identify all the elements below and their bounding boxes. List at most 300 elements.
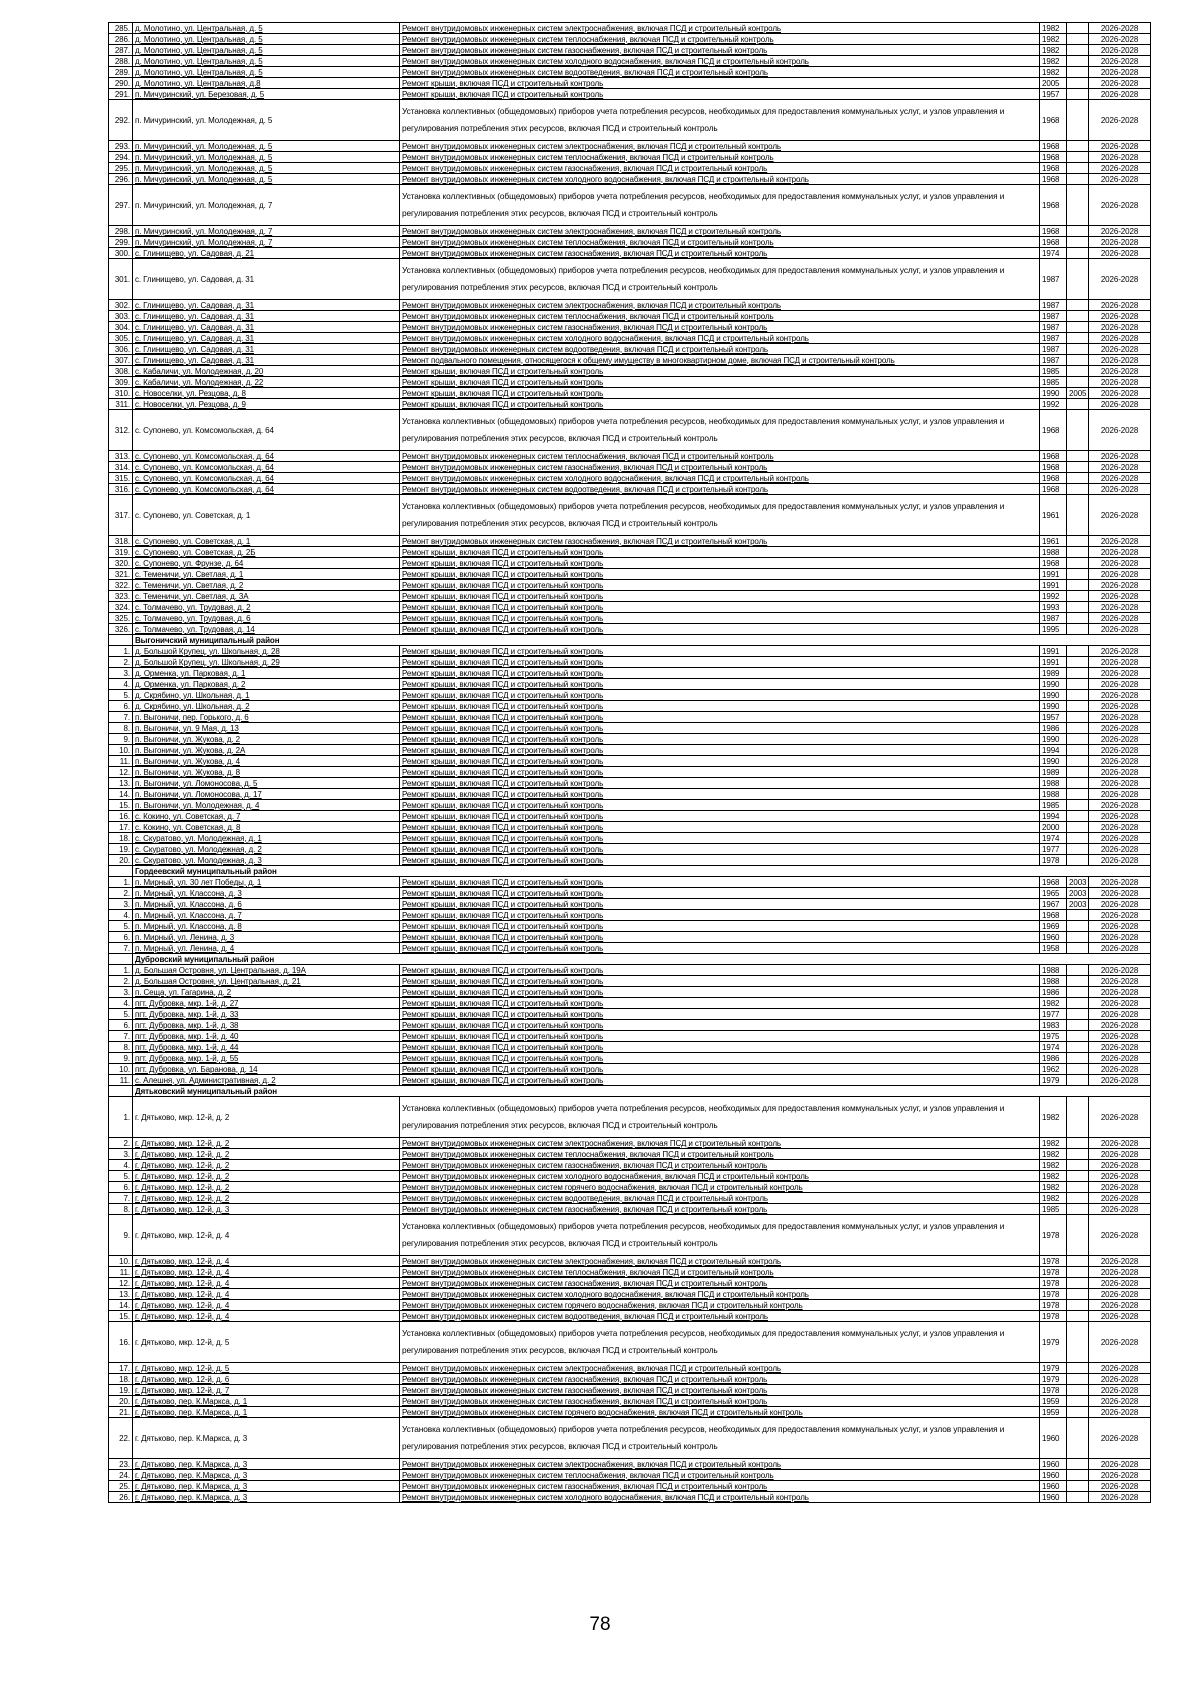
row-number-cell: 12. (109, 1278, 133, 1289)
year-built-cell: 1968 (1040, 100, 1067, 141)
year-overhaul-cell (1067, 300, 1089, 311)
table-row (109, 355, 1151, 366)
row-number-cell: 19. (109, 844, 133, 855)
table-row (109, 1492, 1151, 1503)
year-overhaul-cell: 2003 (1067, 888, 1089, 899)
planned-period-cell: 2026-2028 (1089, 998, 1151, 1009)
work-type-cell: Ремонт крыши, включая ПСД и строительный контроль (400, 943, 1040, 954)
table-row (109, 141, 1151, 152)
table-row (109, 910, 1151, 921)
year-built-cell: 1968 (1040, 141, 1067, 152)
row-number-cell: 289. (109, 67, 133, 78)
planned-period-cell: 2026-2028 (1089, 844, 1151, 855)
address-cell: с. Скуратово, ул. Молодежная, д. 2 (133, 844, 400, 855)
planned-period-cell: 2026-2028 (1089, 34, 1151, 45)
year-overhaul-cell (1067, 1418, 1089, 1459)
year-built-cell: 1979 (1040, 1374, 1067, 1385)
year-built-cell: 1990 (1040, 701, 1067, 712)
year-overhaul-cell (1067, 1064, 1089, 1075)
row-number-cell: 16. (109, 811, 133, 822)
row-number-cell: 314. (109, 462, 133, 473)
year-built-cell: 1967 (1040, 899, 1067, 910)
planned-period-cell: 2026-2028 (1089, 1009, 1151, 1020)
year-built-cell: 1961 (1040, 495, 1067, 536)
table-row (109, 833, 1151, 844)
year-built-cell: 1974 (1040, 248, 1067, 259)
address-cell: п. Мичуринский, ул. Молодежная, д. 7 (133, 226, 400, 237)
planned-period-cell: 2026-2028 (1089, 399, 1151, 410)
work-type-cell: Установка коллективных (общедомовых) приборов учета потребления ресурсов, необходимых для предоставления коммунальных услуг, и узлов управления и регулирования потребления этих ресурсов, включая ПСД и строительный контроль (400, 259, 1040, 300)
address-cell: с. Новоселки, ул. Резцова, д. 8 (133, 388, 400, 399)
year-overhaul-cell (1067, 1322, 1089, 1363)
row-number-cell: 20. (109, 1396, 133, 1407)
work-type-cell: Ремонт внутридомовых инженерных систем электроснабжения, включая ПСД и строительный контроль (400, 1138, 1040, 1149)
work-type-cell: Ремонт крыши, включая ПСД и строительный контроль (400, 89, 1040, 100)
planned-period-cell: 2026-2028 (1089, 1256, 1151, 1267)
work-type-cell: Ремонт внутридомовых инженерных систем горячего водоснабжения, включая ПСД и строительный контроль (400, 1300, 1040, 1311)
year-built-cell: 1968 (1040, 185, 1067, 226)
year-overhaul-cell (1067, 998, 1089, 1009)
work-type-cell: Установка коллективных (общедомовых) приборов учета потребления ресурсов, необходимых для предоставления коммунальных услуг, и узлов управления и регулирования потребления этих ресурсов, включая ПСД и строительный контроль (400, 1418, 1040, 1459)
year-overhaul-cell (1067, 844, 1089, 855)
table-row (109, 152, 1151, 163)
address-cell: пгт. Дубровка, мкр. 1-й, д. 44 (133, 1042, 400, 1053)
work-type-cell: Ремонт крыши, включая ПСД и строительный контроль (400, 624, 1040, 635)
year-overhaul-cell (1067, 67, 1089, 78)
planned-period-cell: 2026-2028 (1089, 701, 1151, 712)
address-cell: г. Дятьково, мкр. 12-й, д. 2 (133, 1149, 400, 1160)
address-cell: г. Дятьково, мкр. 12-й, д. 4 (133, 1300, 400, 1311)
address-cell: с. Теменичи, ул. Светлая, д. 1 (133, 569, 400, 580)
work-type-cell: Ремонт крыши, включая ПСД и строительный контроль (400, 580, 1040, 591)
table-row (109, 701, 1151, 712)
year-built-cell: 1979 (1040, 1322, 1067, 1363)
row-number-cell: 8. (109, 1042, 133, 1053)
work-type-cell: Ремонт внутридомовых инженерных систем теплоснабжения, включая ПСД и строительный контроль (400, 1470, 1040, 1481)
year-built-cell: 1995 (1040, 624, 1067, 635)
year-built-cell: 1957 (1040, 89, 1067, 100)
work-type-cell: Ремонт внутридомовых инженерных систем водоотведения, включая ПСД и строительный контроль (400, 1311, 1040, 1322)
row-number-cell: 325. (109, 613, 133, 624)
year-overhaul-cell (1067, 778, 1089, 789)
planned-period-cell: 2026-2028 (1089, 174, 1151, 185)
year-built-cell: 1977 (1040, 844, 1067, 855)
row-number-cell: 310. (109, 388, 133, 399)
address-cell: п. Мичуринский, ул. Молодежная, д. 5 (133, 152, 400, 163)
year-built-cell: 1982 (1040, 1138, 1067, 1149)
planned-period-cell: 2026-2028 (1089, 45, 1151, 56)
row-number-cell: 313. (109, 451, 133, 462)
table-row (109, 800, 1151, 811)
year-overhaul-cell (1067, 1385, 1089, 1396)
page-number: 78 (589, 1614, 611, 1635)
year-overhaul-cell (1067, 1278, 1089, 1289)
year-overhaul-cell (1067, 1009, 1089, 1020)
table-row (109, 965, 1151, 976)
planned-period-cell: 2026-2028 (1089, 613, 1151, 624)
work-type-cell: Ремонт крыши, включая ПСД и строительный контроль (400, 778, 1040, 789)
work-type-cell: Ремонт внутридомовых инженерных систем электроснабжения, включая ПСД и строительный контроль (400, 300, 1040, 311)
year-overhaul-cell (1067, 473, 1089, 484)
row-number-cell: 7. (109, 1031, 133, 1042)
year-built-cell: 1994 (1040, 745, 1067, 756)
planned-period-cell: 2026-2028 (1089, 1149, 1151, 1160)
address-cell: п. Мирный, ул. Классона, д. 7 (133, 910, 400, 921)
year-overhaul-cell (1067, 1182, 1089, 1193)
work-type-cell: Ремонт внутридомовых инженерных систем теплоснабжения, включая ПСД и строительный контроль (400, 152, 1040, 163)
row-number-cell: 4. (109, 1160, 133, 1171)
year-built-cell: 1979 (1040, 1075, 1067, 1086)
address-cell: п. Выгоничи, ул. Жукова, д. 2А (133, 745, 400, 756)
year-built-cell: 1987 (1040, 355, 1067, 366)
year-overhaul-cell (1067, 734, 1089, 745)
section-spacer-cell (109, 635, 133, 646)
year-overhaul-cell (1067, 943, 1089, 954)
year-built-cell: 1991 (1040, 646, 1067, 657)
row-number-cell: 8. (109, 723, 133, 734)
work-type-cell: Ремонт внутридомовых инженерных систем холодного водоснабжения, включая ПСД и строительный контроль (400, 1289, 1040, 1300)
table-row (109, 1138, 1151, 1149)
address-cell: п. Выгоничи, ул. Жукова, д. 4 (133, 756, 400, 767)
row-number-cell: 315. (109, 473, 133, 484)
planned-period-cell: 2026-2028 (1089, 888, 1151, 899)
row-number-cell: 8. (109, 1204, 133, 1215)
year-built-cell: 1982 (1040, 45, 1067, 56)
table-row (109, 388, 1151, 399)
work-type-cell: Ремонт внутридомовых инженерных систем теплоснабжения, включая ПСД и строительный контроль (400, 311, 1040, 322)
address-cell: п. Выгоничи, ул. Ломоносова, д. 5 (133, 778, 400, 789)
planned-period-cell: 2026-2028 (1089, 152, 1151, 163)
row-number-cell: 309. (109, 377, 133, 388)
address-cell: п. Мичуринский, ул. Молодежная, д. 5 (133, 163, 400, 174)
row-number-cell: 285. (109, 23, 133, 34)
address-cell: д. Молотино, ул. Центральная, д.8 (133, 78, 400, 89)
year-overhaul-cell (1067, 712, 1089, 723)
row-number-cell: 286. (109, 34, 133, 45)
work-type-cell: Ремонт крыши, включая ПСД и строительный контроль (400, 789, 1040, 800)
table-row (109, 1097, 1151, 1138)
address-cell: с. Кабаличи, ул. Молодежная, д. 22 (133, 377, 400, 388)
row-number-cell: 322. (109, 580, 133, 591)
address-cell: с. Супонево, ул. Комсомольская, д. 64 (133, 410, 400, 451)
planned-period-cell: 2026-2028 (1089, 1363, 1151, 1374)
planned-period-cell: 2026-2028 (1089, 602, 1151, 613)
year-built-cell: 1990 (1040, 679, 1067, 690)
row-number-cell: 3. (109, 987, 133, 998)
table-row (109, 569, 1151, 580)
row-number-cell: 295. (109, 163, 133, 174)
address-cell: с. Супонево, ул. Советская, д. 1 (133, 495, 400, 536)
planned-period-cell: 2026-2028 (1089, 67, 1151, 78)
year-built-cell: 1978 (1040, 1385, 1067, 1396)
row-number-cell: 9. (109, 1053, 133, 1064)
year-built-cell: 1968 (1040, 462, 1067, 473)
year-overhaul-cell (1067, 1363, 1089, 1374)
row-number-cell: 13. (109, 778, 133, 789)
year-overhaul-cell (1067, 1020, 1089, 1031)
table-row (109, 399, 1151, 410)
table-row (109, 89, 1151, 100)
work-type-cell: Ремонт внутридомовых инженерных систем газоснабжения, включая ПСД и строительный контроль (400, 1160, 1040, 1171)
year-built-cell: 1960 (1040, 1481, 1067, 1492)
table-row (109, 100, 1151, 141)
year-overhaul-cell (1067, 833, 1089, 844)
table-row (109, 657, 1151, 668)
work-type-cell: Ремонт крыши, включая ПСД и строительный контроль (400, 646, 1040, 657)
table-row (109, 34, 1151, 45)
table-row (109, 451, 1151, 462)
row-number-cell: 2. (109, 976, 133, 987)
year-built-cell: 1960 (1040, 1470, 1067, 1481)
address-cell: г. Дятьково, мкр. 12-й, д. 4 (133, 1267, 400, 1278)
planned-period-cell: 2026-2028 (1089, 495, 1151, 536)
table-row (109, 67, 1151, 78)
year-overhaul-cell (1067, 987, 1089, 998)
work-type-cell: Ремонт внутридомовых инженерных систем газоснабжения, включая ПСД и строительный контроль (400, 1481, 1040, 1492)
work-type-cell: Ремонт внутридомовых инженерных систем холодного водоснабжения, включая ПСД и строительный контроль (400, 333, 1040, 344)
table-row (109, 811, 1151, 822)
year-overhaul-cell (1067, 1311, 1089, 1322)
address-cell: п. Мирный, ул. 30 лет Победы, д. 1 (133, 877, 400, 888)
work-type-cell: Ремонт внутридомовых инженерных систем газоснабжения, включая ПСД и строительный контроль (400, 1385, 1040, 1396)
table-row (109, 1363, 1151, 1374)
table-row (109, 547, 1151, 558)
work-type-cell: Ремонт крыши, включая ПСД и строительный контроль (400, 1064, 1040, 1075)
address-cell: д. Молотино, ул. Центральная, д. 5 (133, 56, 400, 67)
year-built-cell: 1983 (1040, 1020, 1067, 1031)
row-number-cell: 10. (109, 745, 133, 756)
work-type-cell: Ремонт внутридомовых инженерных систем теплоснабжения, включая ПСД и строительный контроль (400, 451, 1040, 462)
table-row (109, 462, 1151, 473)
address-cell: п. Мичуринский, ул. Березовая, д. 5 (133, 89, 400, 100)
row-number-cell: 292. (109, 100, 133, 141)
address-cell: г. Дятьково, мкр. 12-й, д. 4 (133, 1278, 400, 1289)
work-type-cell: Ремонт крыши, включая ПСД и строительный контроль (400, 690, 1040, 701)
table-row (109, 987, 1151, 998)
row-number-cell: 18. (109, 833, 133, 844)
address-cell: с. Глинищево, ул. Садовая, д. 31 (133, 344, 400, 355)
planned-period-cell: 2026-2028 (1089, 547, 1151, 558)
planned-period-cell: 2026-2028 (1089, 462, 1151, 473)
work-type-cell: Ремонт крыши, включая ПСД и строительный контроль (400, 932, 1040, 943)
row-number-cell: 10. (109, 1064, 133, 1075)
work-type-cell: Ремонт внутридомовых инженерных систем теплоснабжения, включая ПСД и строительный контроль (400, 34, 1040, 45)
year-overhaul-cell (1067, 163, 1089, 174)
row-number-cell: 4. (109, 998, 133, 1009)
table-row (109, 613, 1151, 624)
work-type-cell: Установка коллективных (общедомовых) приборов учета потребления ресурсов, необходимых для предоставления коммунальных услуг, и узлов управления и регулирования потребления этих ресурсов, включая ПСД и строительный контроль (400, 1215, 1040, 1256)
year-overhaul-cell (1067, 141, 1089, 152)
year-overhaul-cell (1067, 767, 1089, 778)
year-overhaul-cell (1067, 1267, 1089, 1278)
address-cell: с. Скуратово, ул. Молодежная, д. 3 (133, 855, 400, 866)
row-number-cell: 287. (109, 45, 133, 56)
year-built-cell: 1986 (1040, 987, 1067, 998)
planned-period-cell: 2026-2028 (1089, 355, 1151, 366)
year-overhaul-cell (1067, 1289, 1089, 1300)
work-type-cell: Ремонт внутридомовых инженерных систем теплоснабжения, включая ПСД и строительный контроль (400, 1267, 1040, 1278)
row-number-cell: 318. (109, 536, 133, 547)
table-row (109, 23, 1151, 34)
row-number-cell: 11. (109, 1267, 133, 1278)
year-built-cell: 1968 (1040, 152, 1067, 163)
work-type-cell: Ремонт крыши, включая ПСД и строительный контроль (400, 377, 1040, 388)
address-cell: с. Кабаличи, ул. Молодежная, д. 20 (133, 366, 400, 377)
work-type-cell: Ремонт крыши, включая ПСД и строительный контроль (400, 855, 1040, 866)
row-number-cell: 3. (109, 1149, 133, 1160)
row-number-cell: 319. (109, 547, 133, 558)
table-row (109, 778, 1151, 789)
table-row (109, 1278, 1151, 1289)
planned-period-cell: 2026-2028 (1089, 855, 1151, 866)
planned-period-cell: 2026-2028 (1089, 811, 1151, 822)
address-cell: г. Дятьково, мкр. 12-й, д. 5 (133, 1363, 400, 1374)
year-overhaul-cell: 2003 (1067, 899, 1089, 910)
row-number-cell: 296. (109, 174, 133, 185)
row-number-cell: 17. (109, 822, 133, 833)
year-built-cell: 1985 (1040, 377, 1067, 388)
table-row (109, 410, 1151, 451)
year-overhaul-cell (1067, 311, 1089, 322)
planned-period-cell: 2026-2028 (1089, 248, 1151, 259)
address-cell: п. Выгоничи, ул. Жукова, д. 8 (133, 767, 400, 778)
planned-period-cell: 2026-2028 (1089, 976, 1151, 987)
year-overhaul-cell (1067, 1481, 1089, 1492)
row-number-cell: 22. (109, 1418, 133, 1459)
table-row (109, 855, 1151, 866)
row-number-cell: 17. (109, 1363, 133, 1374)
work-type-cell: Ремонт крыши, включая ПСД и строительный контроль (400, 1042, 1040, 1053)
row-number-cell: 11. (109, 1075, 133, 1086)
row-number-cell: 7. (109, 943, 133, 954)
table-row (109, 1289, 1151, 1300)
year-overhaul-cell (1067, 1204, 1089, 1215)
row-number-cell: 23. (109, 1459, 133, 1470)
year-overhaul-cell: 2005 (1067, 388, 1089, 399)
year-overhaul-cell (1067, 1042, 1089, 1053)
address-cell: д. Скрябино, ул. Школьная, д. 1 (133, 690, 400, 701)
table-row (109, 690, 1151, 701)
address-cell: г. Дятьково, мкр. 12-й, д. 7 (133, 1385, 400, 1396)
table-row (109, 248, 1151, 259)
work-type-cell: Ремонт внутридомовых инженерных систем электроснабжения, включая ПСД и строительный контроль (400, 141, 1040, 152)
year-overhaul-cell (1067, 484, 1089, 495)
year-overhaul-cell (1067, 1097, 1089, 1138)
address-cell: г. Дятьково, мкр. 12-й, д. 2 (133, 1138, 400, 1149)
address-cell: п. Мирный, ул. Классона, д. 6 (133, 899, 400, 910)
year-built-cell: 1957 (1040, 712, 1067, 723)
work-type-cell: Ремонт внутридомовых инженерных систем газоснабжения, включая ПСД и строительный контроль (400, 536, 1040, 547)
year-built-cell: 1978 (1040, 1300, 1067, 1311)
work-type-cell: Ремонт внутридомовых инженерных систем электроснабжения, включая ПСД и строительный контроль (400, 1459, 1040, 1470)
work-type-cell: Ремонт внутридомовых инженерных систем электроснабжения, включая ПСД и строительный контроль (400, 1363, 1040, 1374)
table-row (109, 1075, 1151, 1086)
planned-period-cell: 2026-2028 (1089, 1053, 1151, 1064)
address-cell: с. Глинищево, ул. Садовая, д. 31 (133, 322, 400, 333)
work-type-cell: Ремонт крыши, включая ПСД и строительный контроль (400, 1031, 1040, 1042)
planned-period-cell: 2026-2028 (1089, 877, 1151, 888)
address-cell: п. Мичуринский, ул. Молодежная, д. 7 (133, 185, 400, 226)
table-row (109, 877, 1151, 888)
address-cell: с. Новоселки, ул. Резцова, д. 9 (133, 399, 400, 410)
address-cell: с. Алешня, ул. Административная, д. 2 (133, 1075, 400, 1086)
planned-period-cell: 2026-2028 (1089, 624, 1151, 635)
year-built-cell: 1988 (1040, 965, 1067, 976)
row-number-cell: 1. (109, 1097, 133, 1138)
planned-period-cell: 2026-2028 (1089, 78, 1151, 89)
work-type-cell: Ремонт крыши, включая ПСД и строительный контроль (400, 388, 1040, 399)
year-overhaul-cell (1067, 910, 1089, 921)
year-overhaul-cell (1067, 248, 1089, 259)
address-cell: с. Глинищево, ул. Садовая, д. 31 (133, 300, 400, 311)
work-type-cell: Ремонт внутридомовых инженерных систем холодного водоснабжения, включая ПСД и строительный контроль (400, 1492, 1040, 1503)
year-built-cell: 1974 (1040, 1042, 1067, 1053)
year-overhaul-cell (1067, 495, 1089, 536)
planned-period-cell: 2026-2028 (1089, 377, 1151, 388)
address-cell: пгт. Дубровка, мкр. 1-й, д. 40 (133, 1031, 400, 1042)
planned-period-cell: 2026-2028 (1089, 789, 1151, 800)
address-cell: п. Мирный, ул. Ленина, д. 4 (133, 943, 400, 954)
year-overhaul-cell (1067, 366, 1089, 377)
work-type-cell: Ремонт внутридомовых инженерных систем теплоснабжения, включая ПСД и строительный контроль (400, 1149, 1040, 1160)
planned-period-cell: 2026-2028 (1089, 1138, 1151, 1149)
row-number-cell: 1. (109, 877, 133, 888)
year-overhaul-cell (1067, 226, 1089, 237)
planned-period-cell: 2026-2028 (1089, 723, 1151, 734)
row-number-cell: 2. (109, 1138, 133, 1149)
year-overhaul-cell: 2003 (1067, 877, 1089, 888)
planned-period-cell: 2026-2028 (1089, 734, 1151, 745)
planned-period-cell: 2026-2028 (1089, 1160, 1151, 1171)
year-overhaul-cell (1067, 259, 1089, 300)
address-cell: г. Дятьково, пер. К.Маркса, д. 3 (133, 1459, 400, 1470)
year-overhaul-cell (1067, 789, 1089, 800)
table-row (109, 1193, 1151, 1204)
address-cell: д. Большой Крупец, ул. Школьная, д. 28 (133, 646, 400, 657)
year-built-cell: 1968 (1040, 237, 1067, 248)
year-built-cell: 1968 (1040, 910, 1067, 921)
planned-period-cell: 2026-2028 (1089, 1267, 1151, 1278)
row-number-cell: 304. (109, 322, 133, 333)
planned-period-cell: 2026-2028 (1089, 1182, 1151, 1193)
row-number-cell: 291. (109, 89, 133, 100)
address-cell: г. Дятьково, пер. К.Маркса, д. 1 (133, 1407, 400, 1418)
table-row (109, 300, 1151, 311)
row-number-cell: 20. (109, 855, 133, 866)
section-spacer-cell (109, 954, 133, 965)
work-type-cell: Ремонт крыши, включая ПСД и строительный контроль (400, 811, 1040, 822)
work-type-cell: Ремонт крыши, включая ПСД и строительный контроль (400, 833, 1040, 844)
work-type-cell: Ремонт внутридомовых инженерных систем газоснабжения, включая ПСД и строительный контроль (400, 248, 1040, 259)
address-cell: с. Супонево, ул. Советская, д. 2Б (133, 547, 400, 558)
table-row (109, 646, 1151, 657)
planned-period-cell: 2026-2028 (1089, 484, 1151, 495)
address-cell: г. Дятьково, мкр. 12-й, д. 2 (133, 1171, 400, 1182)
work-type-cell: Ремонт крыши, включая ПСД и строительный контроль (400, 679, 1040, 690)
year-built-cell: 2005 (1040, 78, 1067, 89)
planned-period-cell: 2026-2028 (1089, 580, 1151, 591)
year-overhaul-cell (1067, 811, 1089, 822)
row-number-cell: 5. (109, 1009, 133, 1020)
address-cell: д. Большой Крупец, ул. Школьная, д. 29 (133, 657, 400, 668)
table-row (109, 322, 1151, 333)
year-overhaul-cell (1067, 185, 1089, 226)
work-type-cell: Ремонт крыши, включая ПСД и строительный контроль (400, 1009, 1040, 1020)
planned-period-cell: 2026-2028 (1089, 322, 1151, 333)
table-row (109, 822, 1151, 833)
table-row (109, 1322, 1151, 1363)
row-number-cell: 7. (109, 1193, 133, 1204)
